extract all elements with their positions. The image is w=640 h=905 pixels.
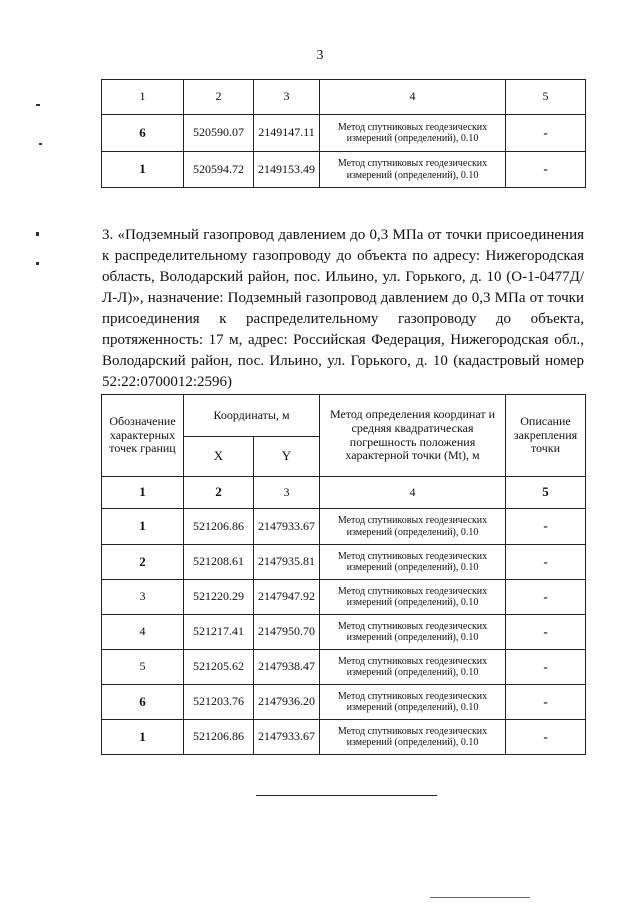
y-cell: 2147947.92 xyxy=(254,580,320,615)
scan-mark xyxy=(430,897,530,898)
object-description-paragraph: 3. «Подземный газопровод давлением до 0,3 МПа от точки присоединения к распределительному газопроводу до объекта по адресу: Нижегородская область, Володарский район, пос. Ильино, ул. Горького, д. 10 (О-1-0477Д/Л-Л)», назначение: Подземный газопровод давлением до 0,3 МПа от точки присоединения к распределительному газопроводу до объекта, протяженность: 17 м, адрес: Российская Федерация, Нижегородская обл., Володарский район, пос. Ильино, ул. Горького, д. 10 (кадастровый номер 52:22:0700012:2596) xyxy=(102,227,584,390)
x-cell: 521220.29 xyxy=(184,580,254,615)
table-index-row xyxy=(102,477,586,509)
point-cell: 6 xyxy=(102,115,184,152)
header-coordinates: Координаты, м xyxy=(184,395,320,437)
table-row xyxy=(102,650,586,685)
table-row xyxy=(102,685,586,720)
scan-mark xyxy=(36,232,39,236)
x-cell: 520590.07 xyxy=(184,115,254,152)
x-cell: 521217.41 xyxy=(184,615,254,650)
index-cell: 5 xyxy=(506,477,586,509)
index-cell: 4 xyxy=(320,477,506,509)
method-cell: Метод спутниковых геодезических измерений (определений), 0.10 xyxy=(320,685,506,720)
x-cell: 520594.72 xyxy=(184,152,254,188)
method-cell: Метод спутниковых геодезических измерений (определений), 0.10 xyxy=(320,650,506,685)
header-y: Y xyxy=(254,437,320,477)
point-cell: 1 xyxy=(102,720,184,755)
index-cell: 4 xyxy=(320,80,506,115)
x-cell: 521205.62 xyxy=(184,650,254,685)
table-row xyxy=(102,615,586,650)
point-cell: 2 xyxy=(102,545,184,580)
y-cell: 2147933.67 xyxy=(254,509,320,545)
table-row xyxy=(102,152,586,188)
y-cell: 2147950.70 xyxy=(254,615,320,650)
header-description: Описание закрепления точки xyxy=(506,395,586,477)
header-designation: Обозначение характерных точек границ xyxy=(102,395,184,477)
y-cell: 2147936.20 xyxy=(254,685,320,720)
index-cell: 5 xyxy=(506,80,586,115)
point-cell: 4 xyxy=(102,615,184,650)
index-cell: 2 xyxy=(184,477,254,509)
point-cell: 1 xyxy=(102,152,184,188)
description-cell: - xyxy=(506,685,586,720)
bottom-divider xyxy=(256,795,437,796)
method-cell: Метод спутниковых геодезических измерений (определений), 0.10 xyxy=(320,615,506,650)
x-cell: 521206.86 xyxy=(184,509,254,545)
y-cell: 2149147.11 xyxy=(254,115,320,152)
y-cell: 2147933.67 xyxy=(254,720,320,755)
point-cell: 3 xyxy=(102,580,184,615)
description-cell: - xyxy=(506,615,586,650)
header-method: Метод определения координат и средняя квадратическая погрешность положения характерной точки (Mt), м xyxy=(320,395,506,477)
index-cell: 2 xyxy=(184,80,254,115)
index-cell: 1 xyxy=(102,477,184,509)
point-cell: 5 xyxy=(102,650,184,685)
coordinates-table xyxy=(101,394,586,755)
index-cell: 3 xyxy=(254,80,320,115)
table-row xyxy=(102,580,586,615)
description-cell: - xyxy=(506,115,586,152)
point-cell: 1 xyxy=(102,509,184,545)
table-row xyxy=(102,509,586,545)
page-number: 3 xyxy=(316,48,324,63)
x-cell: 521208.61 xyxy=(184,545,254,580)
y-cell: 2147938.47 xyxy=(254,650,320,685)
table-row xyxy=(102,115,586,152)
method-cell: Метод спутниковых геодезических измерений (определений), 0.10 xyxy=(320,152,506,188)
scan-mark xyxy=(39,143,42,145)
x-cell: 521203.76 xyxy=(184,685,254,720)
description-cell: - xyxy=(506,509,586,545)
table-row xyxy=(102,545,586,580)
description-cell: - xyxy=(506,720,586,755)
description-cell: - xyxy=(506,580,586,615)
coordinates-table-continuation xyxy=(101,79,586,188)
scan-mark xyxy=(36,262,39,265)
table-row xyxy=(102,720,586,755)
y-cell: 2147935.81 xyxy=(254,545,320,580)
scan-mark xyxy=(36,104,40,106)
description-cell: - xyxy=(506,650,586,685)
method-cell: Метод спутниковых геодезических измерений (определений), 0.10 xyxy=(320,545,506,580)
method-cell: Метод спутниковых геодезических измерений (определений), 0.10 xyxy=(320,509,506,545)
x-cell: 521206.86 xyxy=(184,720,254,755)
description-cell: - xyxy=(506,545,586,580)
method-cell: Метод спутниковых геодезических измерений (определений), 0.10 xyxy=(320,720,506,755)
index-cell: 1 xyxy=(102,80,184,115)
point-cell: 6 xyxy=(102,685,184,720)
table-index-row xyxy=(102,80,586,115)
header-x: X xyxy=(184,437,254,477)
method-cell: Метод спутниковых геодезических измерений (определений), 0.10 xyxy=(320,115,506,152)
table-header-row xyxy=(102,395,586,437)
index-cell: 3 xyxy=(254,477,320,509)
y-cell: 2149153.49 xyxy=(254,152,320,188)
description-cell: - xyxy=(506,152,586,188)
method-cell: Метод спутниковых геодезических измерений (определений), 0.10 xyxy=(320,580,506,615)
